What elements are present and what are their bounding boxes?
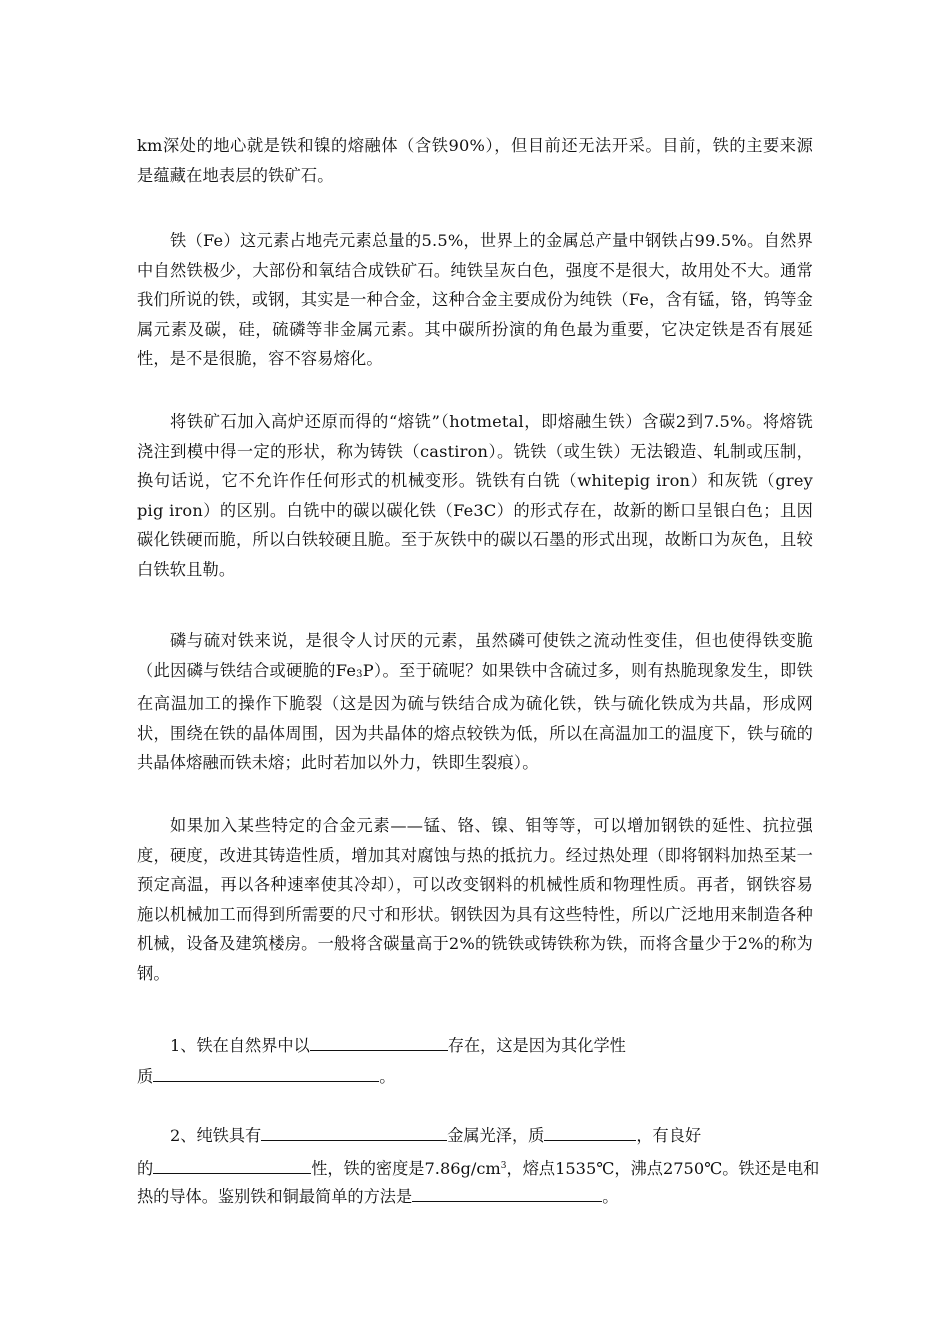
paragraph-intro bbox=[137, 131, 813, 190]
question-1-text-d: 。 bbox=[379, 1067, 396, 1086]
paragraph-intro-text: km深处的地心就是铁和镍的熔融体（含铁90%），但目前还无法开采。目前，铁的主要来源是蕴藏在地表层的铁矿石。 bbox=[137, 136, 813, 185]
question-2-text-f: ，熔点1535℃，沸点2750℃。铁还是电和 bbox=[506, 1159, 820, 1178]
question-2-blank-2[interactable] bbox=[544, 1123, 636, 1141]
question-1-blank-1[interactable] bbox=[310, 1033, 448, 1051]
question-2-blank-1[interactable] bbox=[261, 1123, 447, 1141]
question-2-line-1 bbox=[170, 1121, 701, 1151]
paragraph-phosphorus-sulfur-text-a: 磷与硫对铁来说，是很令人讨厌的元素，虽然磷可使铁之流动性变佳，但也使得铁变脆（此因磷与铁结合或硬脆的Fe bbox=[137, 631, 813, 680]
superscript-3: 3 bbox=[500, 1161, 507, 1171]
question-1-text-c: 质 bbox=[137, 1067, 154, 1086]
question-2-line-2 bbox=[137, 1152, 819, 1184]
question-1-blank-2[interactable] bbox=[153, 1064, 379, 1082]
question-2-blank-3[interactable] bbox=[153, 1156, 311, 1174]
question-1-text-b: 存在，这是因为其化学性 bbox=[447, 1036, 626, 1055]
question-2-text-e: 性，铁的密度是7.86g/cm bbox=[311, 1159, 501, 1178]
question-2-line-3 bbox=[137, 1182, 618, 1212]
paragraph-pig-iron bbox=[137, 407, 813, 585]
question-1-line-2 bbox=[137, 1062, 395, 1092]
question-2-text-d: 的 bbox=[137, 1159, 154, 1178]
paragraph-iron-element-text: 铁（Fe）这元素占地壳元素总量的5.5%，世界上的金属总产量中钢铁占99.5%。自然界中自然铁极少，大部份和氧结合成铁矿石。纯铁呈灰白色，强度不是很大，故用处不大。通常我们所说的铁，或钢，其实是一种合金，这种合金主要成份为纯铁（Fe，含有锰，铬，钨等金属元素及碳，硅，硫磷等非金属元素。其中碳所扮演的角色最为重要，它决定铁是否有展延性，是不是很脆，容不容易熔化。 bbox=[137, 231, 813, 369]
subscript-3: 3 bbox=[356, 668, 363, 680]
question-2-text-c: ，有良好 bbox=[636, 1126, 702, 1145]
paragraph-alloy-elements-text: 如果加入某些特定的合金元素——锰、铬、镍、钼等等，可以增加钢铁的延性、抗拉强度，硬度，改进其铸造性质，增加其对腐蚀与热的抵抗力。经过热处理（即将钢料加热至某一预定高温，再以各种速率使其冷却），可以改变钢料的机械性质和物理性质。再者，钢铁容易施以机械加工而得到所需要的尺寸和形状。钢铁因为具有这些特性，所以广泛地用来制造各种机械，设备及建筑楼房。一般将含碳量高于2%的铣铁或铸铁称为铁，而将含量少于2%的称为钢。 bbox=[137, 816, 813, 983]
paragraph-pig-iron-text: 将铁矿石加入高炉还原而得的“熔铣”（hotmetal，即熔融生铁）含碳2到7.5%。将熔铣浇注到模中得一定的形状，称为铸铁（castiron）。铣铁（或生铁）无法锻造、轧制或压制，换句话说，它不允许作任何形式的机械变形。铣铁有白铣（whitepig iron）和灰铣（grey pig iron）的区别。白铣中的碳以碳化铁（Fe3C）的形式存在，故新的断口呈银白色；且因碳化铁硬而脆，所以白铁较硬且脆。至于灰铁中的碳以石墨的形式出现，故断口为灰色，且较白铁软且勒。 bbox=[137, 412, 813, 579]
paragraph-alloy-elements bbox=[137, 811, 813, 989]
paragraph-phosphorus-sulfur bbox=[137, 626, 813, 778]
question-2-text-a: 2、纯铁具有 bbox=[170, 1126, 262, 1145]
paragraph-phosphorus-sulfur-text-b: P）。至于硫呢？如果铁中含硫过多，则有热脆现象发生，即铁在高温加工的操作下脆裂（这是因为硫与铁结合成为硫化铁，铁与硫化铁成为共晶，形成网状，围绕在铁的晶体周围，因为共晶体的熔点较铁为低，所以在高温加工的温度下，铁与硫的共晶体熔融而铁未熔；此时若加以外力，铁即生裂痕）。 bbox=[137, 660, 814, 773]
question-2-text-g: 热的导体。鉴别铁和铜最简单的方法是 bbox=[137, 1187, 413, 1206]
question-2-text-b: 金属光泽，质 bbox=[447, 1126, 545, 1145]
question-2-blank-4[interactable] bbox=[412, 1184, 602, 1202]
question-1-text-a: 1、铁在自然界中以 bbox=[170, 1036, 310, 1055]
question-2-text-h: 。 bbox=[602, 1187, 619, 1206]
question-1-line-1 bbox=[170, 1031, 626, 1061]
paragraph-iron-element bbox=[137, 226, 813, 374]
